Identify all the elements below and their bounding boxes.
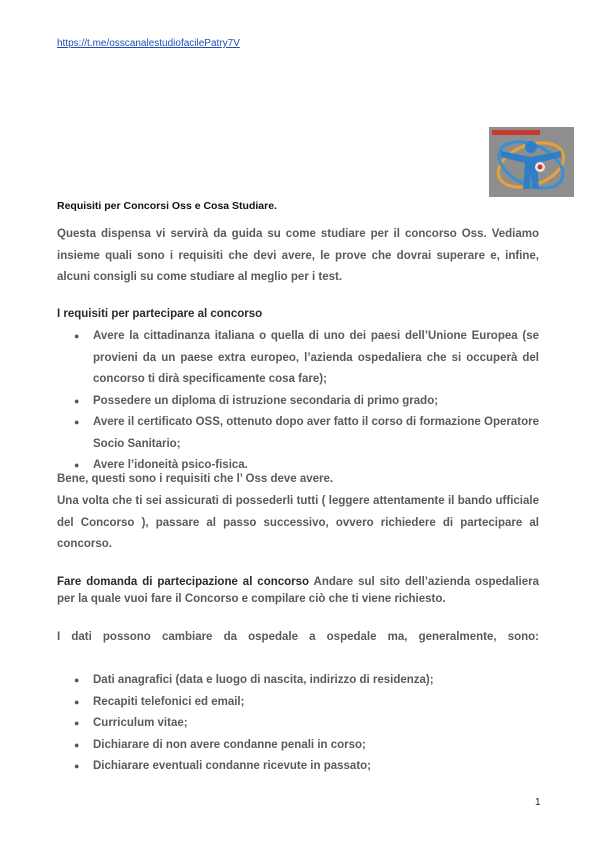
requisiti-list: [57, 326, 539, 477]
list-item: ● Curriculum vitae;: [57, 713, 539, 735]
bullet-icon: ●: [74, 675, 80, 685]
page-number: 1: [535, 797, 541, 808]
list-item: ● Dati anagrafici (data e luogo di nascita, indirizzo di residenza);: [57, 670, 539, 692]
list-item: ● Dichiarare di non avere condanne penali in corso;: [57, 735, 539, 757]
list-item: ● Dichiarare eventuali condanne ricevute in passato;: [57, 756, 539, 778]
section-heading-requisiti: I requisiti per partecipare al concorso: [57, 308, 263, 320]
bullet-icon: ●: [74, 696, 80, 707]
document-title: Requisiti per Concorsi Oss e Cosa Studiare.: [57, 200, 277, 212]
bullet-icon: ●: [74, 761, 80, 771]
list-item: ● Avere la cittadinanza italiana o quella di uno dei paesi dell’Unione Europea (se provieni da un paese extra europeo, l’azienda ospedaliera che si occuperà del concorso ti dirà specificamente cosa fare);: [57, 326, 539, 391]
bullet-icon: ●: [74, 718, 80, 728]
bullet-icon: ●: [74, 460, 80, 470]
logo-figure-icon: [489, 127, 574, 197]
bullet-icon: ●: [74, 395, 80, 406]
bullet-icon: ●: [74, 331, 80, 341]
bullet-icon: ●: [74, 417, 80, 427]
bullet-icon: ●: [74, 739, 80, 750]
list-item: ● Possedere un diploma di istruzione secondaria di primo grado;: [57, 391, 539, 413]
logo-image: [489, 127, 574, 197]
domanda-paragraph: Fare domanda di partecipazione al concorso Andare sul sito dell’azienda ospedaliera per la quale vuoi fare il Concorso e compilare ciò che ti viene richiesto.: [57, 576, 539, 605]
list-item: ● Recapiti telefonici ed email;: [57, 692, 539, 714]
list-item: ● Avere l’idoneità psico-fisica.: [57, 455, 539, 477]
next-step-paragraph: Una volta che ti sei assicurati di possederli tutti ( leggere attentamente il bando ufficiale del Concorso ), passare al passo successivo, ovvero richiedere di partecipare al concorso.: [57, 495, 539, 550]
dati-intro: I dati possono cambiare da ospedale a ospedale ma, generalmente, sono:: [57, 631, 539, 643]
requisiti-summary: Bene, questi sono i requisiti che l’ Oss deve avere.: [57, 473, 334, 485]
section-heading-domanda: Fare domanda di partecipazione al concorso: [57, 576, 310, 588]
list-item: ● Avere il certificato OSS, ottenuto dopo aver fatto il corso di formazione Operatore Socio Sanitario;: [57, 412, 539, 455]
intro-paragraph: Questa dispensa vi servirà da guida su come studiare per il concorso Oss. Vediamo insieme quali sono i requisiti che devi avere, le prove che dovrai superare e, infine, alcuni consigli su come studiare al meglio per i test.: [57, 228, 539, 283]
telegram-link[interactable]: https://t.me/osscanalestudiofacilePatry7V: [57, 38, 240, 49]
dati-list: [57, 670, 539, 778]
